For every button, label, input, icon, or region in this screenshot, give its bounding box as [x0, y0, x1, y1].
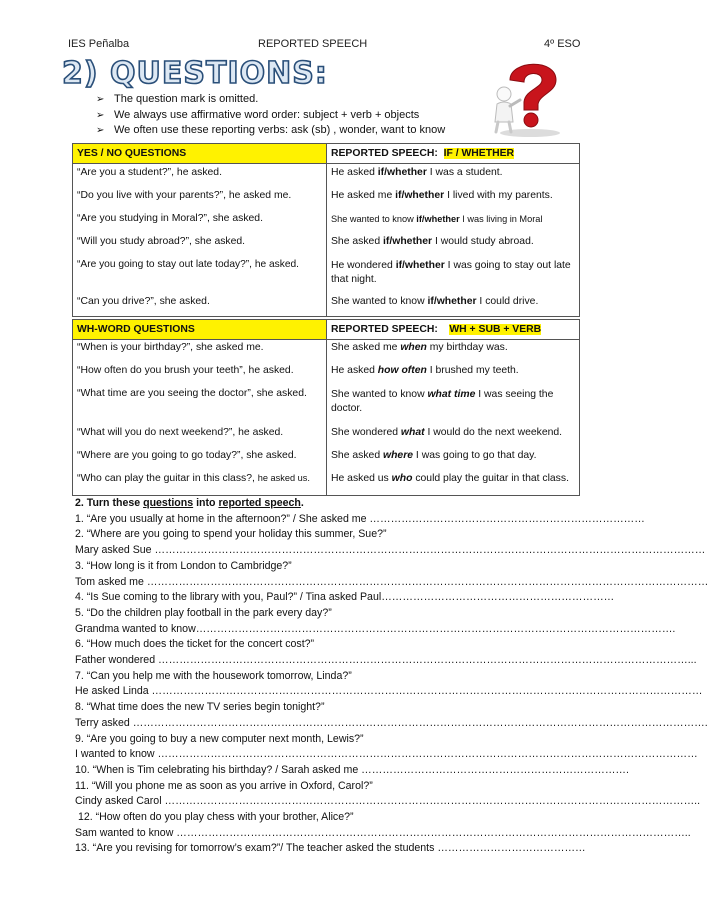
reported-cell: She asked where I was going to go that day. [327, 448, 580, 471]
exercise-line[interactable]: Mary asked Sue ………………………………………………………………………………………………………………………………………… [75, 544, 706, 557]
exercise-line: 12. “How often do you play chess with your brother, Alice?” [75, 811, 354, 824]
reported-cell: She asked me when my birthday was. [327, 340, 580, 364]
exercise-line[interactable]: I wanted to know ……………………………………………………………………………………………………………………………………… [75, 748, 698, 761]
question-cell: “Can you drive?”, she asked. [73, 293, 327, 317]
exercise-line[interactable]: 10. “When is Tim celebrating his birthday? / Sarah asked me …………………………………………………………………. [75, 763, 629, 776]
rule-item: ➢ We often use these reporting verbs: ask (sb) , wonder, want to know [96, 123, 445, 139]
yes-no-reported-header: REPORTED SPEECH: IF / WHETHER [327, 144, 580, 164]
question-cell: “When is your birthday?”, she asked me. [73, 340, 327, 364]
section-title: 2) QUESTIONS: [62, 56, 328, 91]
exercise-line[interactable]: Cindy asked Carol …………………………………………………………………………………………………………………………………….. [75, 795, 701, 808]
question-cell: “Are you studying in Moral?”, she asked. [73, 211, 327, 234]
exercise-line[interactable]: 13. “Are you revising for tomorrow’s exam?”/ The teacher asked the students …………………………………… [75, 842, 586, 855]
exercise-line[interactable]: Tom asked me …………………………………………………………………………………………………………………………………………… [75, 575, 708, 588]
exercise-line: 8. “What time does the new TV series begin tonight?” [75, 701, 325, 714]
reported-cell: She wondered what I would do the next weekend. [327, 424, 580, 448]
exercise-line[interactable]: Father wondered ……………………………………………………………………………………………………………………………………... [75, 654, 697, 667]
exercise-line: 5. “Do the children play football in the park every day?” [75, 606, 332, 619]
exercise-line: 2. “Where are you going to spend your holiday this summer, Sue?” [75, 528, 387, 541]
exercise-section [75, 496, 708, 857]
question-cell: “Are you going to stay out late today?”, he asked. [73, 257, 327, 293]
question-cell: “What will you do next weekend?”, he asked. [73, 424, 327, 448]
question-cell: “What time are you seeing the doctor”, she asked. [73, 386, 327, 424]
exercise-line: 6. “How much does the ticket for the concert cost?” [75, 638, 315, 651]
exercise-line[interactable]: He asked Linda ………………………………………………………………………………………………………………………………………… [75, 685, 703, 698]
reported-cell: He wondered if/whether I was going to stay out late that night. [327, 257, 580, 293]
exercise-line[interactable]: 4. “Is Sue coming to the library with you, Paul?” / Tina asked Paul………………………………………………………… [75, 591, 615, 604]
exercise-line[interactable]: 1. “Are you usually at home in the afternoon?” / She asked me …………………………………………………………………… [75, 512, 645, 525]
header-school: IES Peñalba [68, 38, 130, 50]
question-cell: “How often do you brush your teeth”, he asked. [73, 363, 327, 386]
reported-cell: She asked if/whether I would study abroad. [327, 234, 580, 257]
header-subject: REPORTED SPEECH [258, 38, 368, 50]
header-level: 4º ESO [544, 38, 581, 50]
yes-no-table [72, 143, 580, 317]
question-cell: “Do you live with your parents?”, he asked me. [73, 188, 327, 211]
question-cell: “Who can play the guitar in this class?, he asked us. [73, 471, 327, 496]
question-cell: “Where are you going to go today?”, she asked. [73, 448, 327, 471]
exercise-line: 3. “How long is it from London to Cambridge?” [75, 559, 292, 572]
question-mark-figure-icon [480, 54, 578, 138]
yes-no-header: YES / NO QUESTIONS [73, 144, 327, 164]
rule-item: ➢ We always use affirmative word order: subject + verb + objects [96, 108, 445, 124]
exercise-line: 7. “Can you help me with the housework tomorrow, Linda?” [75, 669, 352, 682]
wh-sub-verb-highlight: WH + SUB + VERB [449, 324, 542, 335]
reported-cell: He asked me if/whether I lived with my parents. [327, 188, 580, 211]
exercise-line[interactable]: Terry asked ………………………………………………………………………………………………………………………………………………. [75, 716, 708, 729]
wh-reported-header: REPORTED SPEECH: WH + SUB + VERB [327, 320, 580, 340]
reported-cell: She wanted to know if/whether I was living in Moral [327, 211, 580, 234]
question-cell: “Are you a student?”, he asked. [73, 164, 327, 189]
wh-header: WH-WORD QUESTIONS [73, 320, 327, 340]
reported-cell: He asked if/whether I was a student. [327, 164, 580, 189]
reported-cell: She wanted to know what time I was seeing the doctor. [327, 386, 580, 424]
reported-cell: He asked us who could play the guitar in that class. [327, 471, 580, 496]
rules-list [96, 92, 445, 139]
reported-cell: She wanted to know if/whether I could drive. [327, 293, 580, 317]
question-cell: “Will you study abroad?”, she asked. [73, 234, 327, 257]
exercise-line: 11. “Will you phone me as soon as you arrive in Oxford, Carol?” [75, 779, 373, 792]
exercise-heading: 2. Turn these questions into reported speech. [75, 497, 304, 509]
exercise-line[interactable]: Grandma wanted to know………………………………………………………………………………………………………………………. [75, 622, 676, 635]
exercise-line: 9. “Are you going to buy a new computer next month, Lewis?” [75, 732, 364, 745]
wh-questions-table [72, 319, 580, 496]
reported-cell: He asked how often I brushed my teeth. [327, 363, 580, 386]
exercise-line[interactable]: Sam wanted to know ……………………………………………………………………………………………………………………………….. [75, 826, 691, 839]
if-whether-highlight: IF / WHETHER [443, 148, 515, 159]
rule-item: ➢ The question mark is omitted. [96, 92, 445, 108]
